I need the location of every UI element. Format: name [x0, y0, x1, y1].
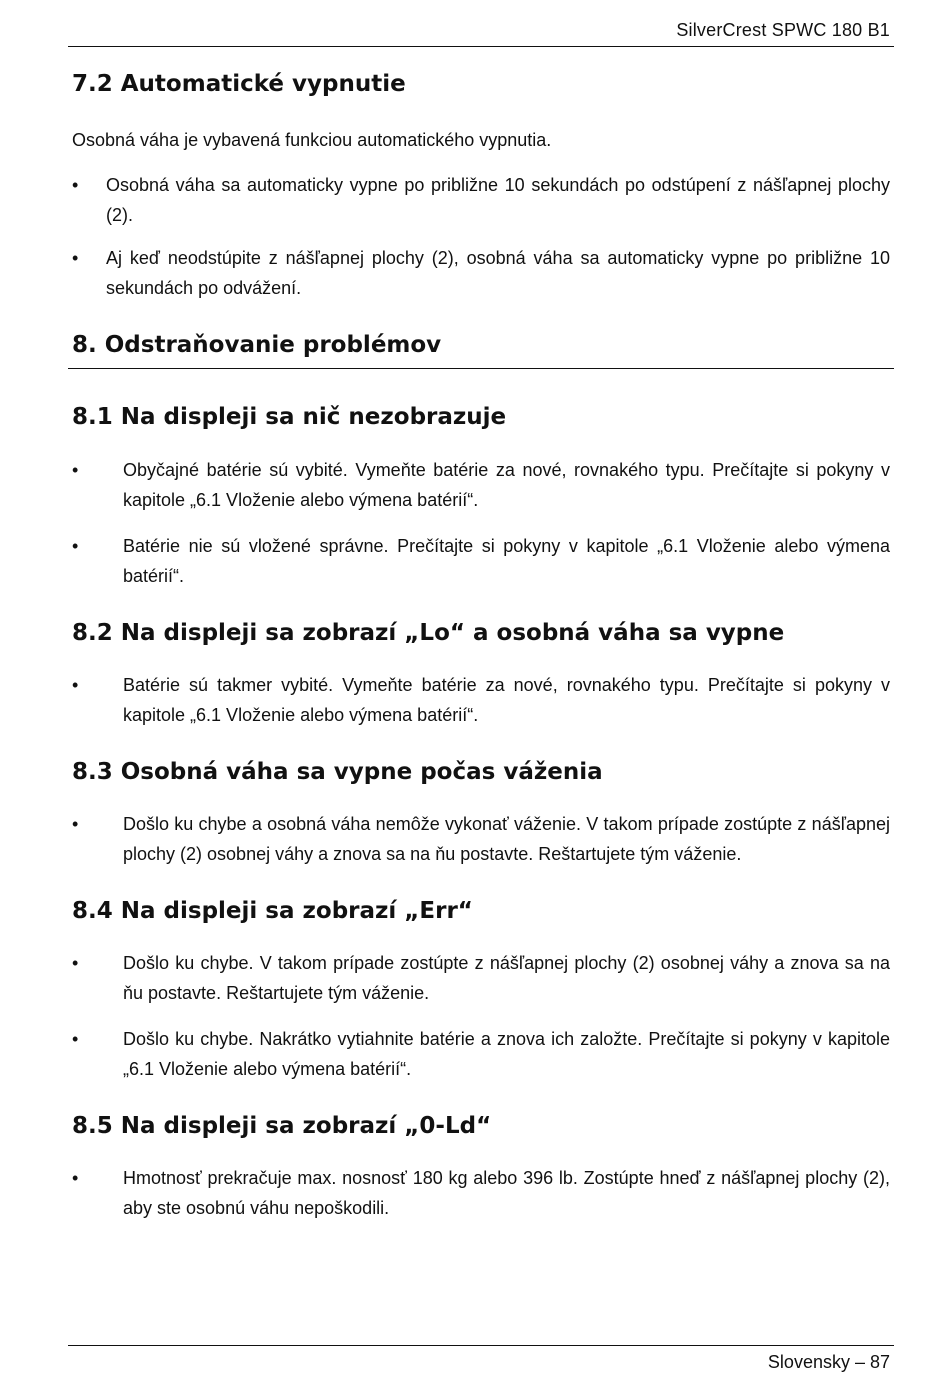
list-item-text: Došlo ku chybe. Nakrátko vytiahnite batérie a znova ich založte. Prečítajte si pokyny v kapitole „6.1 Vloženie alebo výmena batérií“. — [123, 1029, 890, 1079]
section-title: 8.5 Na displeji sa zobrazí „0-Ld“ — [72, 1113, 492, 1139]
chapter-title: 8. Odstraňovanie problémov — [72, 332, 442, 358]
page-footer: Slovensky – 87 — [767, 1352, 890, 1372]
header-rule — [68, 46, 894, 47]
section-8-1 — [72, 399, 890, 591]
bullet-icon: • — [72, 814, 79, 834]
section-8-5 — [72, 1108, 890, 1223]
page-content — [72, 66, 890, 1223]
list-item — [72, 170, 890, 230]
section-8-3 — [72, 754, 890, 869]
section-title: 8.2 Na displeji sa zobrazí „Lo“ a osobná váha sa vypne — [72, 620, 785, 646]
bullet-list — [72, 1163, 890, 1223]
section-8 — [72, 327, 890, 369]
section-title: 8.3 Osobná váha sa vypne počas váženia — [72, 759, 603, 785]
section-title: 7.2 Automatické vypnutie — [72, 71, 406, 97]
section-title: 8.1 Na displeji sa nič nezobrazuje — [72, 404, 507, 430]
section-title: 8.4 Na displeji sa zobrazí „Err“ — [72, 898, 473, 924]
list-item-text: Aj keď neodstúpite z nášľapnej plochy (2), osobná váha sa automaticky vypne po približne 10 sekundách po odvážení. — [106, 248, 890, 298]
list-item — [72, 948, 890, 1008]
list-item — [72, 243, 890, 303]
chapter-rule — [68, 368, 894, 369]
bullet-icon: • — [72, 1168, 79, 1188]
list-item-text: Osobná váha sa automaticky vypne po približne 10 sekundách po odstúpení z nášľapnej plochy (2). — [106, 175, 890, 225]
bullet-icon: • — [72, 536, 79, 556]
bullet-list — [72, 170, 890, 303]
running-header: SilverCrest SPWC 180 B1 — [676, 20, 890, 40]
document-page — [68, 0, 894, 1382]
section-8-4 — [72, 893, 890, 1084]
bullet-icon: • — [72, 460, 79, 480]
list-item-text: Došlo ku chybe a osobná váha nemôže vykonať váženie. V takom prípade zostúpte z nášľapnej plochy (2) osobnej váhy a znova sa na ňu postavte. Reštartujete tým váženie. — [123, 814, 890, 864]
bullet-list — [72, 670, 890, 730]
list-item — [72, 809, 890, 869]
list-item — [72, 1024, 890, 1084]
section-7-2 — [72, 66, 890, 303]
bullet-icon: • — [72, 175, 79, 195]
bullet-icon: • — [72, 1029, 79, 1049]
list-item-text: Obyčajné batérie sú vybité. Vymeňte batérie za nové, rovnakého typu. Prečítajte si pokyny v kapitole „6.1 Vloženie alebo výmena batérií“. — [123, 460, 890, 510]
list-item — [72, 531, 890, 591]
bullet-list — [72, 948, 890, 1084]
bullet-icon: • — [72, 248, 79, 268]
list-item-text: Hmotnosť prekračuje max. nosnosť 180 kg alebo 396 lb. Zostúpte hneď z nášľapnej plochy (2), aby ste osobnú váhu nepoškodili. — [123, 1168, 890, 1218]
bullet-list — [72, 809, 890, 869]
footer-rule — [68, 1345, 894, 1346]
section-intro: Osobná váha je vybavená funkciou automatického vypnutia. — [72, 130, 552, 150]
bullet-list — [72, 455, 890, 591]
bullet-icon: • — [72, 953, 79, 973]
list-item — [72, 455, 890, 515]
list-item-text: Došlo ku chybe. V takom prípade zostúpte z nášľapnej plochy (2) osobnej váhy a znova sa na ňu postavte. Reštartujete tým váženie. — [123, 953, 890, 1003]
section-8-2 — [72, 615, 890, 730]
bullet-icon: • — [72, 675, 79, 695]
list-item — [72, 670, 890, 730]
list-item — [72, 1163, 890, 1223]
list-item-text: Batérie sú takmer vybité. Vymeňte batérie za nové, rovnakého typu. Prečítajte si pokyny v kapitole „6.1 Vloženie alebo výmena batérií“. — [123, 675, 890, 725]
list-item-text: Batérie nie sú vložené správne. Prečítajte si pokyny v kapitole „6.1 Vloženie alebo výmena batérií“. — [123, 536, 890, 586]
